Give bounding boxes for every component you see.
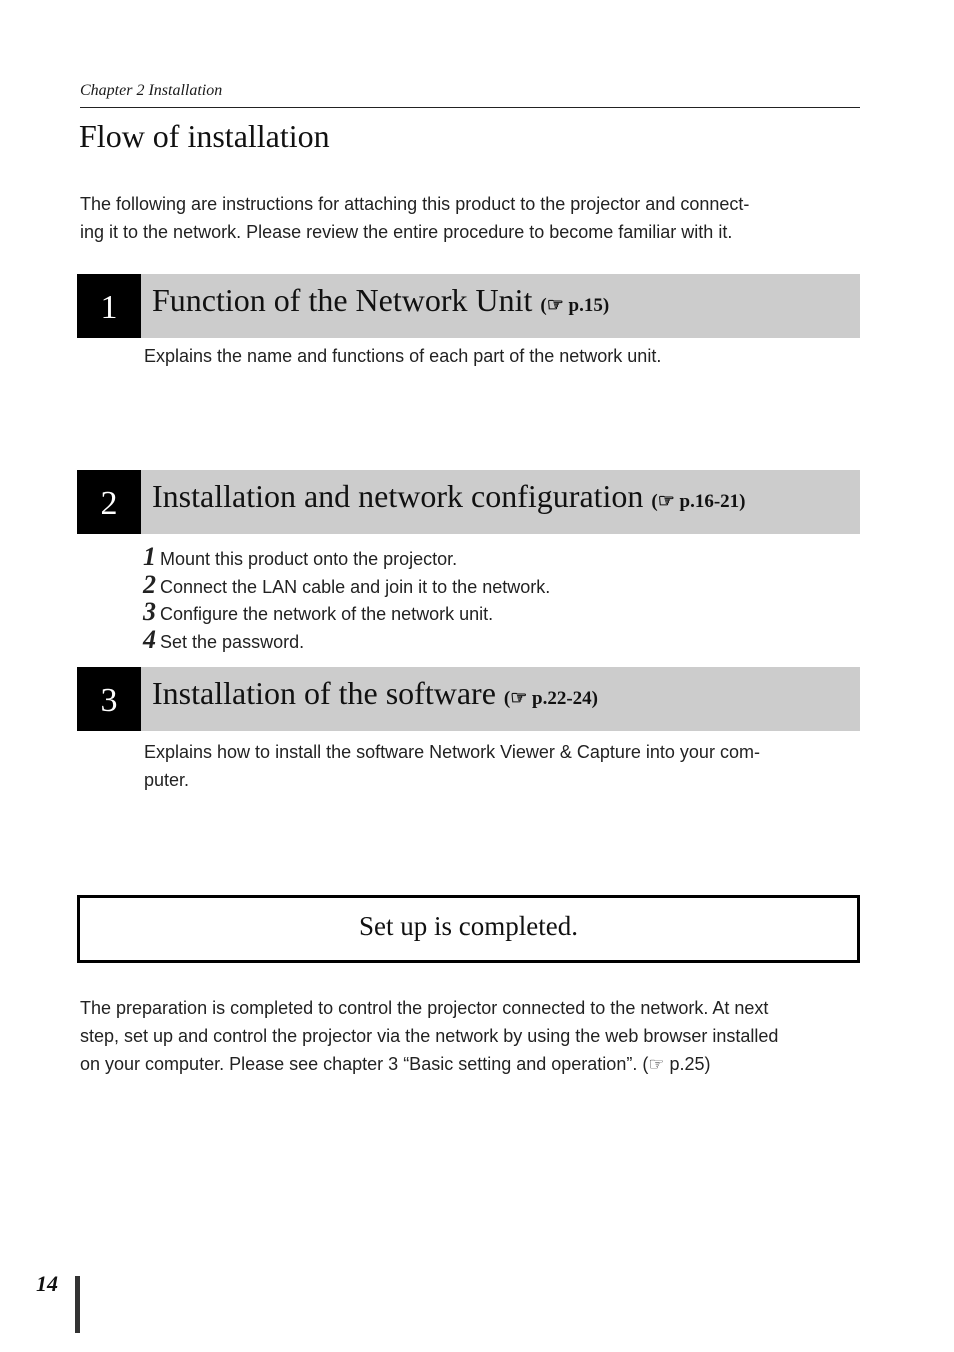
intro-paragraph: [80, 190, 860, 246]
outro-paragraph: [80, 994, 860, 1078]
step-1-description: Explains the name and functions of each part of the network unit.: [144, 346, 662, 366]
step-2-title-text: Installation and network configuration: [152, 478, 644, 514]
substep-number: 3: [143, 597, 156, 626]
step-3-description-line-1: Explains how to install the software Network Viewer & Capture into your com-: [144, 742, 760, 762]
step-3-page-ref: (☞ p.22-24): [503, 688, 598, 709]
step-1-title: [152, 282, 609, 319]
step-3-title-text: Installation of the software: [152, 675, 496, 711]
step-2-title: [152, 478, 746, 515]
setup-completed-box: [77, 895, 860, 963]
substep: [143, 543, 550, 571]
step-3-description-line-2: puter.: [144, 770, 190, 790]
substep-text: Mount this product onto the projector.: [160, 549, 458, 569]
setup-completed-label: Set up is completed.: [359, 910, 578, 941]
substep: [143, 626, 550, 654]
chapter-header: [80, 80, 860, 108]
intro-line-2: ing it to the network. Please review the entire procedure to become familiar with it.: [80, 222, 733, 242]
substep-text: Connect the LAN cable and join it to the network.: [160, 576, 551, 597]
page-number: 14: [36, 1271, 58, 1296]
step-2-number: 2: [77, 470, 141, 534]
substep: [143, 598, 550, 626]
chapter-label: Chapter 2 Installation: [80, 82, 223, 99]
step-1-title-text: Function of the Network Unit: [152, 282, 533, 318]
intro-line-1: The following are instructions for attaching this product to the projector and connect-: [80, 194, 750, 214]
step-3-title: [152, 675, 598, 712]
substep-number: 1: [143, 542, 156, 571]
substep: [143, 571, 550, 599]
outro-line-1: The preparation is completed to control the projector connected to the network. At next: [80, 998, 769, 1018]
step-2-banner: [77, 470, 860, 534]
step-3-description: [144, 738, 860, 794]
step-2-substeps: [143, 543, 550, 653]
outro-line-3: on your computer. Please see chapter 3 “Basic setting and operation”. (☞ p.25): [80, 1054, 711, 1074]
substep-number: 2: [143, 569, 156, 599]
step-3-banner: [77, 667, 860, 731]
substep-text: Set the password.: [160, 631, 305, 652]
page-title: Flow of installation: [79, 118, 330, 154]
outro-line-2: step, set up and control the projector via the network by using the web browser installed: [80, 1026, 779, 1046]
step-1-number: 1: [77, 274, 141, 338]
step-1-banner: [77, 274, 860, 338]
step-2-page-ref: (☞ p.16-21): [651, 491, 746, 512]
substep-number: 4: [143, 624, 156, 654]
page-number-rule: [75, 1276, 80, 1333]
step-3-number: 3: [77, 667, 141, 731]
step-1-page-ref: (☞ p.15): [540, 295, 610, 316]
substep-text: Configure the network of the network unit.: [160, 604, 494, 624]
